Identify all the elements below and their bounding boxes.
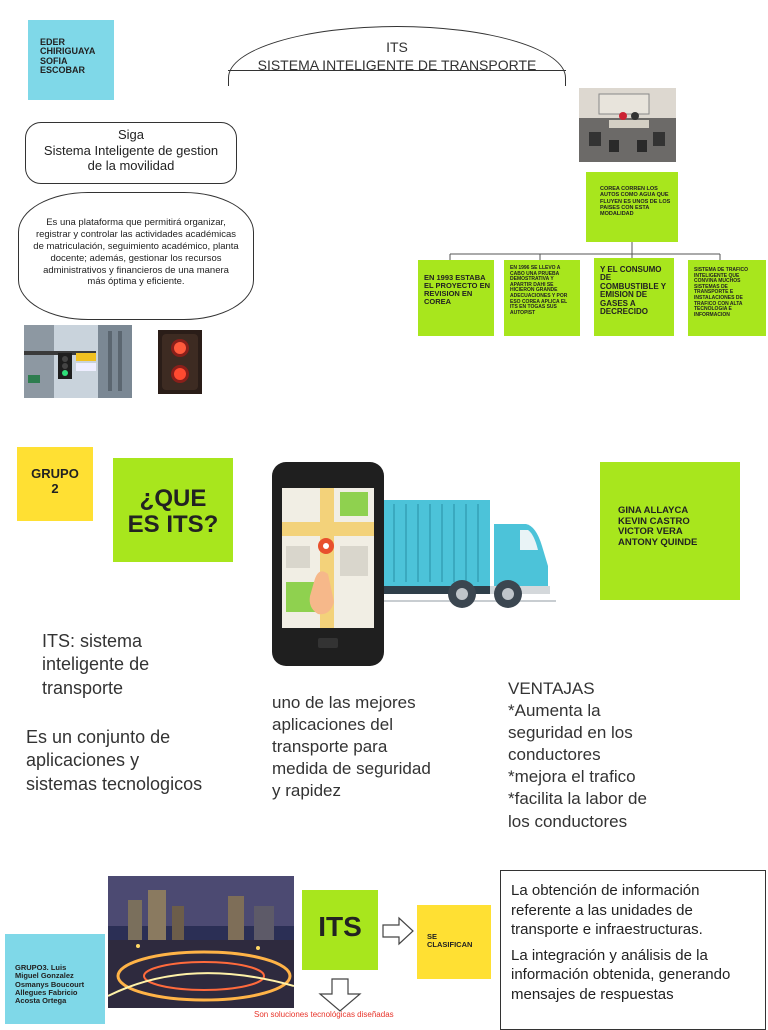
sticky-note-system: SISTEMA DE TRAFICO INTELIGENTE QUE CONVINA MUCHOS SISTEMAS DE TRANSPORTE E INSTALACIONES DE TRAFICO CON ALTA TECNOLOGIA E INFORMACION xyxy=(688,260,766,336)
title-banner xyxy=(228,26,566,86)
siga-description-box: Es una plataforma que permitirá organizar, registrar y controlar las actividades académicas de matriculación, seguimiento académico, planta docente; además, gestionar los recursos administrativos y financieros de una manera más óptima y eficiente. xyxy=(18,192,254,320)
group-3-sticky-note: GRUPO3. Luis Miguel Gonzalez Osmanys Boucourt Allegues Fabricio Acosta Ortega xyxy=(5,934,105,1024)
arrow-right-icon xyxy=(382,916,414,946)
title-banner-base xyxy=(228,70,566,71)
sticky-note-fuel: Y EL CONSUMO DE COMBUSTIBLE Y EMISION DE GASES A DECRECIDO xyxy=(594,258,674,336)
group-2-sticky-note: GRUPO 2 xyxy=(17,447,93,521)
siga-title-box: Siga Sistema Inteligente de gestion de la movilidad xyxy=(25,122,237,184)
phone-truck-illustration xyxy=(270,462,560,668)
members-sticky-note: GINA ALLAYCA KEVIN CASTRO VICTOR VERA ANTONY QUINDE xyxy=(600,462,740,600)
city-night-photo xyxy=(108,876,294,1008)
traffic-light-photo xyxy=(24,325,132,398)
pedestrian-signal-photo xyxy=(158,330,202,394)
info-paragraph-2: La integración y análisis de la información obtenida, generando mensajes de respuestas xyxy=(511,946,731,1003)
authors-sticky-note: EDER CHIRIGUAYA SOFIA ESCOBAR xyxy=(28,20,114,100)
clasifican-sticky-note: SE CLASIFICAN xyxy=(417,905,491,979)
its-definition-text: ITS: sistema inteligente de transporte xyxy=(42,631,150,698)
arrow-down-icon xyxy=(318,978,362,1012)
korea-sticky-note: COREA CORREN LOS AUTOS COMO AGUA QUE FLUYEN ES UNOS DE LOS PAISES CON ESTA MODALIDAD xyxy=(586,172,678,242)
info-paragraph-1: La obtención de información referente a las unidades de transporte e infraestructuras. xyxy=(511,882,703,938)
conjunto-text: Es un conjunto de aplicaciones y sistemas tecnologicos xyxy=(26,727,203,794)
title-line-1: ITS xyxy=(386,39,408,55)
ventajas-text: VENTAJAS *Aumenta la seguridad en los conductores *mejora el trafico *facilita la labor de los conductores xyxy=(508,679,647,831)
title-line-2: SISTEMA INTELIGENTE DE TRANSPORTE xyxy=(257,57,537,73)
sticky-note-1993: EN 1993 ESTABA EL PROYECTO EN REVISION EN COREA xyxy=(418,260,494,336)
sticky-note-1996: EN 1996 SE LLEVO A CABO UNA PRUEBA DEMOSTRATIVA Y APARTIR DAHI SE HICIERON GRANDE ADECUACIONES Y POR ESO COREA APLICA EL ITS EN TOGAS SUS AUTOPIST xyxy=(504,260,580,336)
its-sticky-note: ITS xyxy=(302,890,378,970)
que-es-its-sticky-note: ¿QUE ES ITS? xyxy=(113,458,233,562)
classroom-photo xyxy=(579,88,676,162)
soluciones-caption: Son soluciones tecnológicas diseñadas xyxy=(254,1010,394,1019)
information-box xyxy=(500,870,766,1030)
mejores-aplicaciones-text: uno de las mejores aplicaciones del transporte para medida de seguridad y rapidez xyxy=(272,693,431,801)
